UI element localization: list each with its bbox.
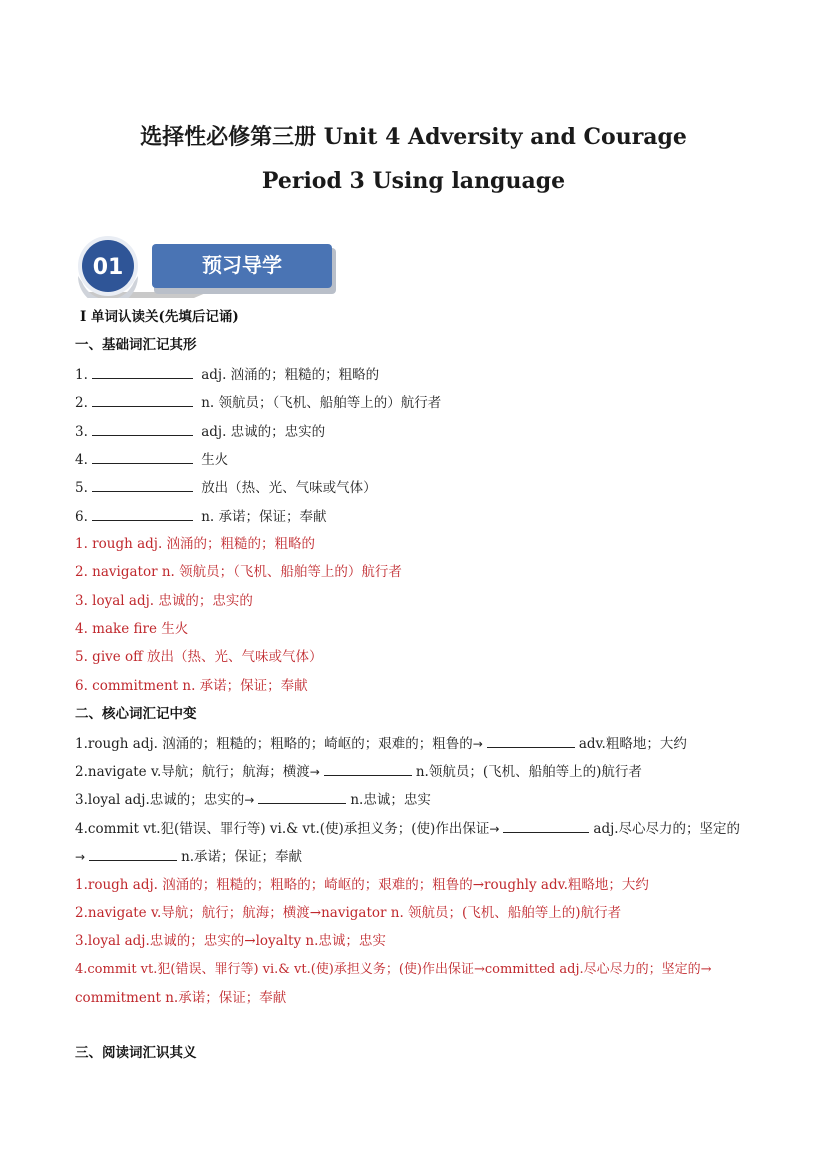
question-text: 4.commit vt.犯(错误、罪行等) vi.& vt.(使)承担义务；(使)作出保证	[75, 821, 490, 837]
part1-question	[75, 506, 326, 527]
question-definition: n. 领航员；（飞机、船舶等上的）航行者	[201, 395, 442, 411]
part1-answer: 3. loyal adj. 忠诚的；忠实的	[75, 593, 253, 609]
part2-heading: 二、核心词汇记中变	[75, 706, 197, 722]
badge-label: 预习导学	[202, 253, 282, 277]
answer-blank[interactable]	[92, 506, 193, 521]
arrow-icon: →	[472, 737, 483, 751]
question-definition: adj. 汹涌的；粗糙的；粗略的	[201, 367, 380, 383]
part3-heading: 三、阅读词汇识其义	[75, 1045, 197, 1061]
part1-question	[75, 364, 379, 385]
part1-answer: 5. give off 放出（热、光、气味或气体）	[75, 649, 323, 665]
section-heading: Ⅰ 单词认读关(先填后记诵)	[80, 309, 239, 325]
part1-answer: 1. rough adj. 汹涌的；粗糙的；粗略的	[75, 536, 316, 552]
part2-answer: 1.rough adj. 汹涌的；粗糙的；粗略的；崎岖的；艰难的；粗鲁的→roughly adv.粗略地；大约	[75, 877, 649, 893]
question-number: 4.	[75, 452, 88, 468]
question-text: n.领航员；(飞机、船舶等上的)航行者	[415, 764, 642, 780]
answer-blank[interactable]	[258, 789, 346, 804]
part2-answer: 2.navigate v.导航；航行；航海；横渡→navigator n. 领航员；(飞机、船舶等上的)航行者	[75, 905, 622, 921]
question-text: 3.loyal adj.忠诚的；忠实的	[75, 792, 245, 808]
question-definition: 生火	[201, 452, 229, 468]
section-badge	[74, 236, 336, 298]
arrow-icon: →	[75, 850, 86, 864]
question-number: 5.	[75, 480, 88, 496]
page-title: 选择性必修第三册 Unit 4 Adversity and Courage	[140, 124, 687, 150]
part2-question	[75, 761, 642, 782]
question-definition: 放出（热、光、气味或气体）	[201, 480, 377, 496]
part2-question	[75, 818, 740, 839]
answer-blank[interactable]	[503, 818, 589, 833]
question-text: n.承诺；保证；奉献	[181, 849, 303, 865]
answer-blank[interactable]	[324, 761, 412, 776]
part2-question	[75, 789, 431, 810]
part2-question	[75, 733, 687, 754]
part1-heading: 一、基础词汇记其形	[75, 337, 197, 353]
arrow-icon: →	[244, 793, 255, 807]
part1-question	[75, 477, 377, 498]
page-subtitle: Period 3 Using language	[261, 168, 566, 194]
part2-answer: 4.commit vt.犯(错误、罪行等) vi.& vt.(使)承担义务；(使)作出保证→committed adj.尽心尽力的；坚定的→	[75, 962, 712, 977]
question-text: n.忠诚；忠实	[350, 792, 431, 808]
question-text: adj.尽心尽力的；坚定的	[593, 821, 741, 837]
question-number: 1.	[75, 367, 88, 383]
question-number: 6.	[75, 509, 88, 525]
part1-question	[75, 421, 325, 442]
answer-blank[interactable]	[487, 733, 575, 748]
answer-blank[interactable]	[92, 449, 193, 464]
arrow-icon: →	[489, 822, 500, 836]
question-definition: n. 承诺；保证；奉献	[201, 509, 327, 525]
part2-answer: 3.loyal adj.忠诚的；忠实的→loyalty n.忠诚；忠实	[75, 933, 386, 949]
part2-answer: commitment n.承诺；保证；奉献	[75, 990, 287, 1006]
answer-blank[interactable]	[92, 364, 193, 379]
answer-blank[interactable]	[89, 846, 177, 861]
answer-blank[interactable]	[92, 477, 193, 492]
answer-blank[interactable]	[92, 421, 193, 436]
question-number: 2.	[75, 395, 88, 411]
question-definition: adj. 忠诚的；忠实的	[201, 424, 326, 440]
part2-question-cont	[75, 846, 302, 867]
part1-answer: 4. make fire 生火	[75, 621, 189, 637]
question-text: 1.rough adj. 汹涌的；粗糙的；粗略的；崎岖的；艰难的；粗鲁的	[75, 736, 473, 752]
question-text: 2.navigate v.导航；航行；航海；横渡	[75, 764, 310, 780]
question-text: adv.粗略地；大约	[578, 736, 687, 752]
question-number: 3.	[75, 424, 88, 440]
part1-question	[75, 392, 441, 413]
part1-answer: 2. navigator n. 领航员；（飞机、船舶等上的）航行者	[75, 564, 402, 580]
arrow-icon: →	[309, 765, 320, 779]
part1-question	[75, 449, 228, 470]
answer-blank[interactable]	[92, 392, 193, 407]
part1-answer: 6. commitment n. 承诺；保证；奉献	[75, 678, 308, 694]
badge-number: 01	[92, 255, 124, 280]
